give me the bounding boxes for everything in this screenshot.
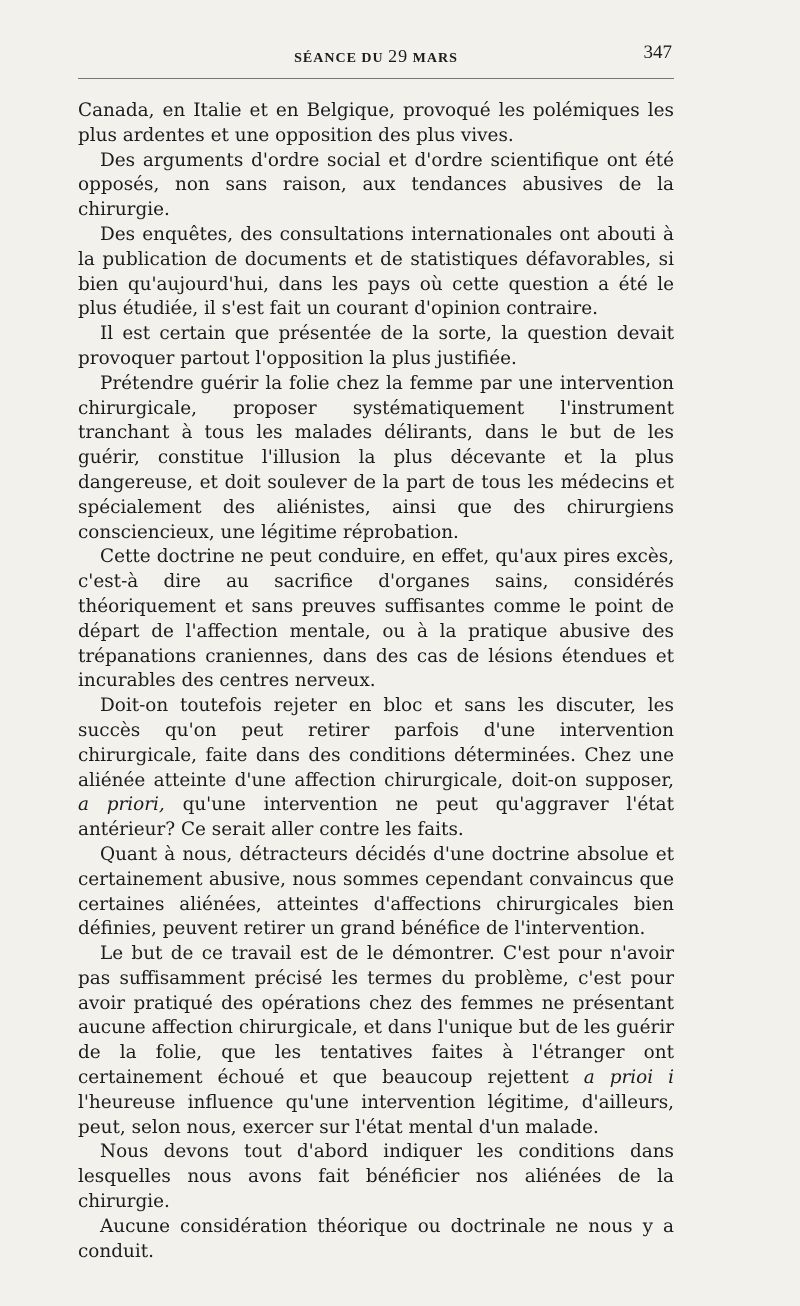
- running-head: [78, 46, 674, 67]
- running-head-day: 29: [388, 46, 409, 66]
- paragraph-9: [78, 942, 674, 1140]
- body-text: [78, 99, 674, 1264]
- paragraph-7: [78, 694, 674, 843]
- page-header: [78, 38, 674, 79]
- paragraph-9-part-2: l'heureuse influence qu'une intervention légitime, d'ailleurs, peut, selon nous, exercer sur l'état mental d'un malade.: [78, 1091, 674, 1138]
- paragraph-3: Des enquêtes, des consultations internationales ont abouti à la publication de documents et de statistiques défavorables, si bien qu'aujourd'hui, dans les pays où cette question a été le plus étudiée, il s'est fait un courant d'opinion contraire.: [78, 223, 674, 320]
- paragraph-2: Des arguments d'ordre social et d'ordre scientifique ont été opposés, non sans raison, aux tendances abusives de la chirurgie.: [78, 149, 674, 221]
- paragraph-6: Cette doctrine ne peut conduire, en effet, qu'aux pires excès, c'est-à dire au sacrifice d'organes sains, considérés théoriquement et sans preuves suffisantes comme le point de départ de l'affection mentale, ou à la pratique abusive des trépanations craniennes, dans des cas de lésions étendues et incurables des centres nerveux.: [78, 546, 674, 692]
- book-page: [78, 38, 674, 1264]
- paragraph-4: Il est certain que présentée de la sorte, la question devait provoquer partout l'opposition la plus justifiée.: [78, 323, 674, 369]
- paragraph-7-part-2: qu'une intervention ne peut qu'aggraver l'état antérieur? Ce serait aller contre les faits.: [78, 794, 674, 841]
- paragraph-8: Quant à nous, détracteurs décidés d'une doctrine absolue et certainement abusive, nous sommes cependant convaincus que certaines aliénées, atteintes d'affections chirurgicales bien définies, peuvent retirer un grand bénéfice de l'intervention.: [78, 843, 674, 940]
- running-head-prefix: SÉANCE DU: [294, 51, 384, 66]
- paragraph-7-italic: a priori,: [78, 794, 165, 816]
- paragraph-10: Nous devons tout d'abord indiquer les conditions dans lesquelles nous avons fait bénéficier nos aliénées de la chirurgie.: [78, 1141, 674, 1213]
- paragraph-5: Prétendre guérir la folie chez la femme par une intervention chirurgicale, proposer systématiquement l'instrument tranchant à tous les malades délirants, dans le but de les guérir, constitue l'illusion la plus décevante et la plus dangereuse, et doit soulever de la part de tous les médecins et spécialement des aliénistes, ainsi que des chirurgiens consciencieux, une légitime réprobation.: [78, 372, 674, 543]
- paragraph-9-part-1: Le but de ce travail est de le démontrer. C'est pour n'avoir pas suffisamment précisé les termes du problème, c'est pour avoir pratiqué des opérations chez des femmes ne présentant aucune affection chirurgicale, et dans l'unique but de les guérir de la folie, que les tentatives faites à l'étranger ont certainement échoué et que beaucoup rejettent: [78, 943, 674, 1089]
- running-head-month: MARS: [412, 51, 458, 66]
- page-number: 347: [643, 42, 672, 63]
- paragraph-7-part-1: Doit-on toutefois rejeter en bloc et sans les discuter, les succès qu'on peut retirer parfois d'une intervention chirurgicale, faite dans des conditions déterminées. Chez une aliénée atteinte d'une affection chirurgicale, doit-on supposer,: [78, 695, 674, 791]
- paragraph-9-italic: a prioi i: [583, 1067, 674, 1089]
- paragraph-1: Canada, en Italie et en Belgique, provoqué les polémiques les plus ardentes et une opposition des plus vives.: [78, 100, 674, 146]
- paragraph-11: Aucune considération théorique ou doctrinale ne nous y a conduit.: [78, 1215, 674, 1262]
